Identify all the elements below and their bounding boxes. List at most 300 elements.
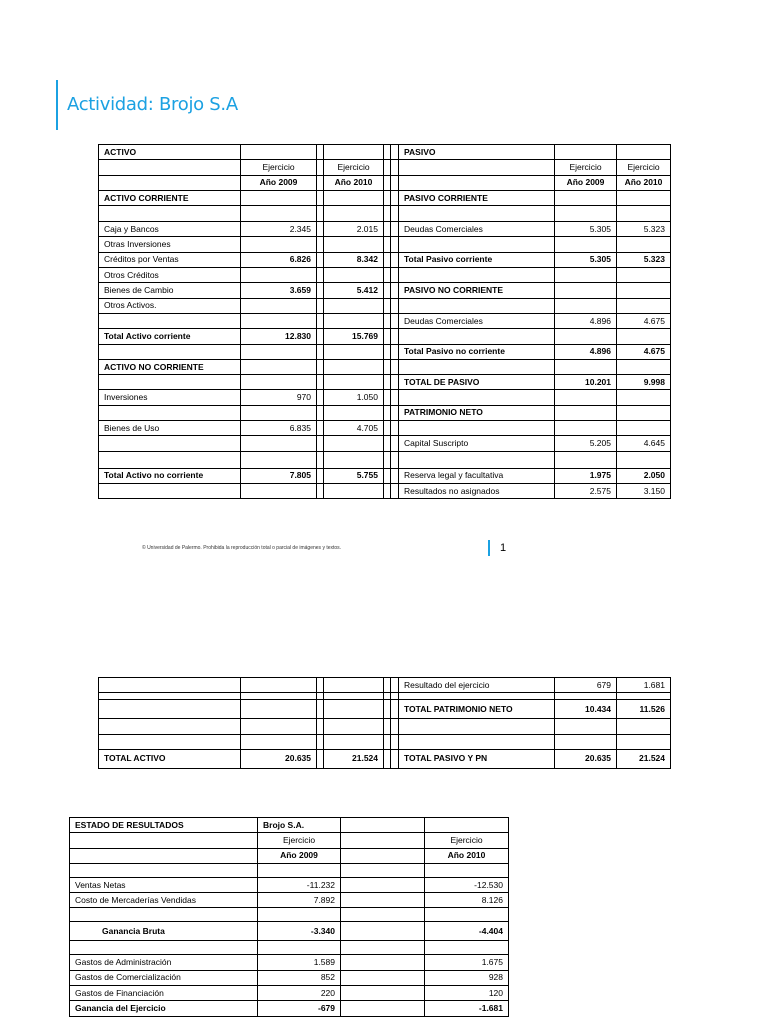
table-cell: 20.635: [555, 749, 617, 768]
table-cell: 2.345: [241, 222, 317, 237]
table-cell: [391, 298, 399, 313]
table-cell: [341, 922, 425, 941]
table-cell: [317, 749, 324, 768]
table-cell: [317, 222, 324, 237]
table-cell: PASIVO: [399, 145, 555, 160]
table-cell: [70, 941, 258, 955]
table-cell: [317, 678, 324, 693]
table-cell: [317, 375, 324, 390]
table-cell: [617, 298, 671, 313]
table-row: [99, 344, 671, 359]
table-row: [99, 405, 671, 420]
income-statement-table: [69, 817, 509, 1017]
table-cell: [617, 421, 671, 436]
table-cell: [425, 941, 509, 955]
table-row: [99, 483, 671, 498]
table-cell: [555, 268, 617, 283]
table-cell: [399, 206, 555, 222]
table-cell: [384, 390, 391, 405]
table-cell: -4.404: [425, 922, 509, 941]
table-cell: 5.755: [324, 468, 384, 483]
table-cell: Año 2010: [425, 848, 509, 863]
table-cell: [399, 693, 555, 700]
table-cell: [384, 421, 391, 436]
table-cell: Total Activo corriente: [99, 329, 241, 344]
table-cell: Resultado del ejercicio: [399, 678, 555, 693]
table-cell: [555, 719, 617, 734]
table-cell: -11.232: [258, 877, 341, 892]
table-cell: [391, 749, 399, 768]
table-cell: [70, 908, 258, 922]
table-cell: [384, 329, 391, 344]
table-cell: [317, 190, 324, 205]
table-row: [99, 237, 671, 252]
table-cell: 10.201: [555, 375, 617, 390]
table-cell: [391, 145, 399, 160]
table-cell: [317, 451, 324, 468]
table-cell: [384, 375, 391, 390]
table-cell: [617, 329, 671, 344]
table-row: [99, 190, 671, 205]
table-cell: [324, 693, 384, 700]
table-cell: [241, 206, 317, 222]
table-cell: [341, 941, 425, 955]
table-cell: 8.342: [324, 252, 384, 267]
table-row: [99, 451, 671, 468]
table-cell: [391, 359, 399, 374]
table-cell: [399, 329, 555, 344]
table-cell: ACTIVO: [99, 145, 241, 160]
table-cell: [555, 190, 617, 205]
table-cell: [241, 359, 317, 374]
table-cell: [617, 145, 671, 160]
page-number: 1: [500, 542, 507, 554]
table-cell: [617, 190, 671, 205]
table-cell: [391, 468, 399, 483]
table-cell: [617, 734, 671, 749]
table-cell: PASIVO CORRIENTE: [399, 190, 555, 205]
table-cell: [384, 749, 391, 768]
table-cell: 21.524: [324, 749, 384, 768]
table-cell: 4.705: [324, 421, 384, 436]
table-cell: [384, 206, 391, 222]
table-cell: [391, 252, 399, 267]
table-cell: [99, 693, 241, 700]
table-cell: [241, 313, 317, 328]
table-cell: [555, 206, 617, 222]
table-cell: [241, 693, 317, 700]
table-cell: [384, 283, 391, 298]
table-cell: [391, 190, 399, 205]
table-cell: Ejercicio: [555, 160, 617, 175]
table-cell: [399, 359, 555, 374]
table-cell: [399, 734, 555, 749]
table-cell: [391, 329, 399, 344]
table-cell: PASIVO NO CORRIENTE: [399, 283, 555, 298]
page-number-bar: [488, 540, 490, 556]
title-accent-bar: [56, 80, 58, 130]
table-row: [99, 145, 671, 160]
table-cell: [384, 359, 391, 374]
table-cell: [384, 693, 391, 700]
table-cell: [317, 390, 324, 405]
table-cell: Gastos de Administración: [70, 955, 258, 970]
table-cell: [391, 206, 399, 222]
table-cell: [391, 390, 399, 405]
table-cell: [70, 833, 258, 848]
table-cell: Ejercicio: [324, 160, 384, 175]
table-cell: [384, 298, 391, 313]
table-cell: Año 2009: [258, 848, 341, 863]
table-row: [99, 468, 671, 483]
table-cell: [324, 436, 384, 451]
table-cell: [341, 955, 425, 970]
balance-sheet-totals-table: [98, 677, 671, 769]
table-row: [70, 863, 509, 877]
table-cell: [384, 700, 391, 719]
table-cell: [317, 268, 324, 283]
table-cell: Ventas Netas: [70, 877, 258, 892]
table-cell: [99, 436, 241, 451]
table-cell: [391, 237, 399, 252]
table-cell: [391, 421, 399, 436]
table-cell: [99, 734, 241, 749]
table-cell: 15.769: [324, 329, 384, 344]
table-row: [70, 922, 509, 941]
table-cell: [317, 483, 324, 498]
table-cell: [241, 451, 317, 468]
table-cell: [241, 405, 317, 420]
table-cell: [99, 405, 241, 420]
table-cell: ACTIVO CORRIENTE: [99, 190, 241, 205]
table-cell: 5.305: [555, 222, 617, 237]
table-cell: [241, 483, 317, 498]
table-cell: [384, 313, 391, 328]
table-cell: [317, 329, 324, 344]
table-cell: [391, 344, 399, 359]
table-cell: [384, 190, 391, 205]
table-cell: TOTAL ACTIVO: [99, 749, 241, 768]
table-cell: [391, 678, 399, 693]
table-cell: [391, 436, 399, 451]
table-cell: [99, 719, 241, 734]
table-cell: [317, 344, 324, 359]
table-row: [99, 175, 671, 190]
table-cell: [317, 252, 324, 267]
table-cell: [324, 206, 384, 222]
table-cell: [617, 719, 671, 734]
table-cell: [241, 190, 317, 205]
table-cell: [341, 908, 425, 922]
table-cell: [384, 252, 391, 267]
table-cell: [391, 405, 399, 420]
table-cell: [384, 145, 391, 160]
table-cell: [317, 145, 324, 160]
table-row: [70, 908, 509, 922]
table-row: [99, 678, 671, 693]
table-row: [99, 359, 671, 374]
table-row: [99, 206, 671, 222]
table-cell: [99, 313, 241, 328]
table-cell: 4.896: [555, 344, 617, 359]
table-cell: [391, 719, 399, 734]
table-cell: ACTIVO NO CORRIENTE: [99, 359, 241, 374]
table-cell: -679: [258, 1001, 341, 1016]
table-cell: [341, 970, 425, 985]
table-cell: [324, 483, 384, 498]
table-cell: [555, 283, 617, 298]
table-cell: [384, 468, 391, 483]
table-cell: 8.126: [425, 893, 509, 908]
table-cell: [99, 451, 241, 468]
table-cell: 21.524: [617, 749, 671, 768]
table-cell: 852: [258, 970, 341, 985]
table-cell: 4.645: [617, 436, 671, 451]
table-cell: [384, 483, 391, 498]
table-cell: 2.015: [324, 222, 384, 237]
table-cell: [241, 344, 317, 359]
table-cell: [555, 734, 617, 749]
table-cell: [384, 175, 391, 190]
table-cell: [617, 451, 671, 468]
table-cell: Bienes de Uso: [99, 421, 241, 436]
table-cell: Gastos de Financiación: [70, 986, 258, 1001]
table-cell: [341, 1001, 425, 1016]
table-row: [70, 970, 509, 985]
table-row: [70, 955, 509, 970]
table-cell: 1.050: [324, 390, 384, 405]
table-cell: [99, 678, 241, 693]
table-cell: [317, 693, 324, 700]
table-cell: [555, 298, 617, 313]
table-cell: Caja y Bancos: [99, 222, 241, 237]
table-cell: [341, 818, 425, 833]
table-cell: [324, 237, 384, 252]
table-cell: [258, 908, 341, 922]
table-cell: [324, 405, 384, 420]
table-cell: [399, 160, 555, 175]
table-cell: [324, 190, 384, 205]
table-cell: [317, 436, 324, 451]
table-cell: [241, 237, 317, 252]
table-cell: [341, 986, 425, 1001]
table-cell: [384, 436, 391, 451]
table-cell: Capital Suscripto: [399, 436, 555, 451]
table-cell: [391, 693, 399, 700]
table-cell: 3.659: [241, 283, 317, 298]
table-cell: 2.050: [617, 468, 671, 483]
table-cell: Costo de Mercaderías Vendidas: [70, 893, 258, 908]
table-cell: Año 2010: [617, 175, 671, 190]
table-cell: [241, 298, 317, 313]
table-cell: -1.681: [425, 1001, 509, 1016]
table-cell: [341, 833, 425, 848]
table-cell: [317, 468, 324, 483]
table-cell: 1.681: [617, 678, 671, 693]
table-row: [99, 734, 671, 749]
table-cell: [70, 848, 258, 863]
table-cell: [399, 237, 555, 252]
table-row: [99, 222, 671, 237]
table-cell: [99, 206, 241, 222]
table-cell: [399, 390, 555, 405]
table-cell: [617, 283, 671, 298]
table-cell: -3.340: [258, 922, 341, 941]
table-cell: [241, 700, 317, 719]
table-cell: 7.805: [241, 468, 317, 483]
table-cell: [391, 313, 399, 328]
table-cell: [317, 359, 324, 374]
table-cell: [399, 298, 555, 313]
table-cell: [555, 390, 617, 405]
table-cell: [324, 344, 384, 359]
table-cell: 6.826: [241, 252, 317, 267]
table-cell: [341, 848, 425, 863]
table-cell: -12.530: [425, 877, 509, 892]
table-cell: Ganancia del Ejercicio: [70, 1001, 258, 1016]
table-cell: Deudas Comerciales: [399, 222, 555, 237]
table-cell: 679: [555, 678, 617, 693]
table-cell: [425, 818, 509, 833]
table-cell: [324, 700, 384, 719]
table-cell: [399, 719, 555, 734]
table-cell: 5.305: [555, 252, 617, 267]
table-cell: Brojo S.A.: [258, 818, 341, 833]
table-cell: [399, 421, 555, 436]
table-row: [99, 700, 671, 719]
table-cell: [317, 421, 324, 436]
table-row: [70, 833, 509, 848]
table-row: [99, 375, 671, 390]
table-row: [70, 848, 509, 863]
table-cell: [555, 237, 617, 252]
table-cell: [384, 405, 391, 420]
table-cell: [617, 268, 671, 283]
table-cell: [99, 175, 241, 190]
table-cell: [241, 719, 317, 734]
table-cell: Resultados no asignados: [399, 483, 555, 498]
table-row: [99, 390, 671, 405]
table-cell: [384, 451, 391, 468]
table-cell: [241, 268, 317, 283]
table-cell: Otros Activos.: [99, 298, 241, 313]
table-cell: [341, 893, 425, 908]
table-cell: [99, 375, 241, 390]
table-row: [99, 298, 671, 313]
table-cell: [241, 678, 317, 693]
copyright-notice: © Universidad de Palermo. Prohibida la reproducción total o parcial de imágenes y textos.: [142, 545, 342, 551]
table-cell: [317, 734, 324, 749]
table-cell: 5.412: [324, 283, 384, 298]
table-cell: [70, 863, 258, 877]
table-cell: [317, 700, 324, 719]
table-cell: Ejercicio: [425, 833, 509, 848]
table-cell: 120: [425, 986, 509, 1001]
table-cell: [391, 268, 399, 283]
table-cell: [317, 719, 324, 734]
table-cell: [241, 436, 317, 451]
table-cell: [399, 175, 555, 190]
table-cell: ESTADO DE RESULTADOS: [70, 818, 258, 833]
table-cell: 5.323: [617, 252, 671, 267]
table-cell: [617, 206, 671, 222]
table-cell: [324, 451, 384, 468]
table-cell: [99, 160, 241, 175]
table-cell: 1.975: [555, 468, 617, 483]
table-cell: [384, 237, 391, 252]
table-cell: Deudas Comerciales: [399, 313, 555, 328]
balance-sheet-table: [98, 144, 671, 499]
table-cell: [399, 268, 555, 283]
table-cell: TOTAL PATRIMONIO NETO: [399, 700, 555, 719]
table-cell: PATRIMONIO NETO: [399, 405, 555, 420]
table-cell: 4.896: [555, 313, 617, 328]
table-cell: [258, 941, 341, 955]
table-cell: TOTAL DE PASIVO: [399, 375, 555, 390]
table-cell: [241, 734, 317, 749]
table-cell: Año 2009: [241, 175, 317, 190]
table-row: [70, 893, 509, 908]
table-cell: Inversiones: [99, 390, 241, 405]
table-cell: [617, 359, 671, 374]
table-cell: 20.635: [241, 749, 317, 768]
table-cell: [317, 283, 324, 298]
page-title: Actividad: Brojo S.A: [67, 94, 238, 115]
table-row: [99, 283, 671, 298]
table-cell: [555, 421, 617, 436]
table-row: [99, 313, 671, 328]
table-cell: [317, 313, 324, 328]
table-cell: [384, 734, 391, 749]
table-cell: [324, 268, 384, 283]
table-cell: [391, 222, 399, 237]
table-cell: [617, 390, 671, 405]
table-cell: [555, 329, 617, 344]
table-cell: [391, 160, 399, 175]
table-cell: [324, 298, 384, 313]
table-cell: Ejercicio: [617, 160, 671, 175]
table-cell: Reserva legal y facultativa: [399, 468, 555, 483]
table-cell: [324, 375, 384, 390]
table-cell: 970: [241, 390, 317, 405]
table-cell: [241, 145, 317, 160]
table-cell: [324, 145, 384, 160]
table-cell: [384, 678, 391, 693]
table-cell: [324, 719, 384, 734]
table-cell: [324, 734, 384, 749]
table-cell: 4.675: [617, 313, 671, 328]
table-cell: [391, 451, 399, 468]
table-cell: [317, 175, 324, 190]
table-cell: [617, 237, 671, 252]
table-cell: [425, 863, 509, 877]
table-row: [99, 329, 671, 344]
table-row: [99, 268, 671, 283]
table-cell: [317, 405, 324, 420]
table-cell: Bienes de Cambio: [99, 283, 241, 298]
table-cell: 6.835: [241, 421, 317, 436]
table-cell: [317, 206, 324, 222]
table-cell: 12.830: [241, 329, 317, 344]
table-row: [99, 436, 671, 451]
table-cell: [399, 451, 555, 468]
table-row: [70, 1001, 509, 1016]
table-cell: Créditos por Ventas: [99, 252, 241, 267]
table-cell: [384, 344, 391, 359]
table-cell: 10.434: [555, 700, 617, 719]
table-cell: Ganancia Bruta: [70, 922, 258, 941]
table-cell: Ejercicio: [241, 160, 317, 175]
